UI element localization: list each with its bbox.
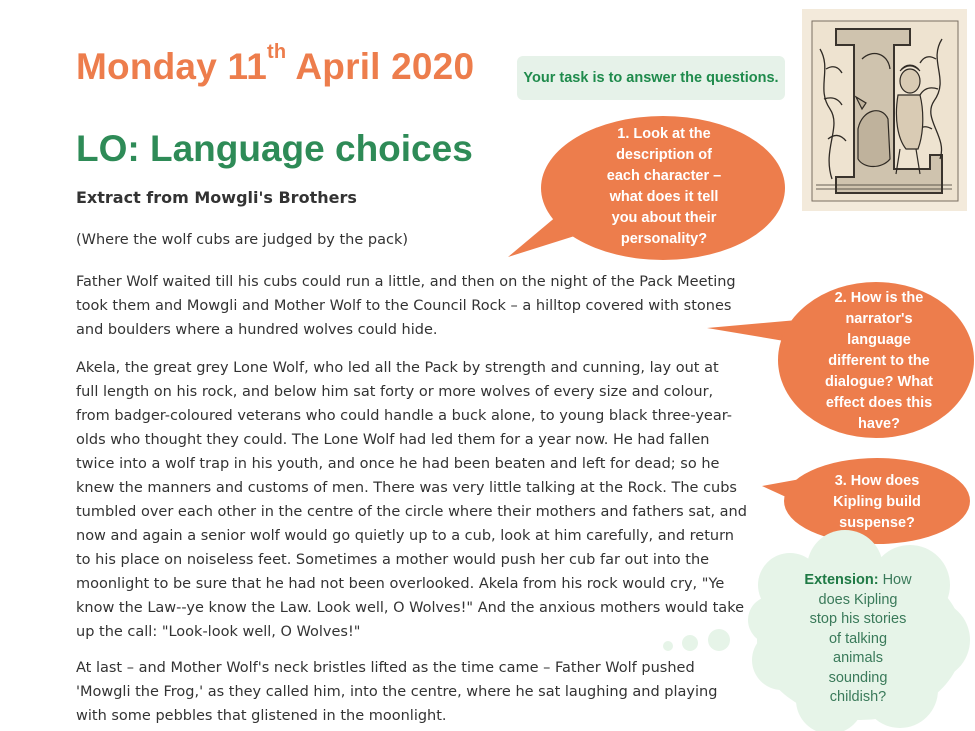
bubble-line: 3. How does — [834, 473, 920, 489]
bubble-line: different to the — [828, 353, 930, 369]
task-box — [517, 56, 785, 100]
bubble-line: description of — [616, 147, 712, 163]
learning-objective: LO: Language choices — [76, 128, 473, 169]
text-line: now and again a senior wolf would go quietly up to a cub, look at him carefully, and return — [76, 528, 734, 544]
text-line: took them and Mowgli and Mother Wolf to the Council Rock – a hilltop covered with stones — [76, 298, 732, 314]
text-line: up the call: "Look-look well, O Wolves!" — [76, 624, 361, 640]
question-1-text — [566, 124, 762, 250]
question-3-text — [802, 471, 952, 534]
bubble-line: what does it tell — [609, 189, 719, 205]
text-line: twice into a wolf trap in his youth, and once he had been beaten and left for dead; so he — [76, 456, 720, 472]
text-line: from badger-coloured veterans who could handle a buck alone, to young black three-year- — [76, 408, 732, 424]
jungle-book-plate-icon — [802, 9, 967, 211]
text-line: Akela, the great grey Lone Wolf, who led all the Pack by strength and cunning, lay out at — [76, 360, 719, 376]
paragraph-3 — [76, 656, 776, 728]
extension-label: Extension: — [804, 572, 879, 588]
text-line: Father Wolf waited till his cubs could run a little, and then on the night of the Pack Meeting — [76, 274, 736, 290]
page-title: Monday 11th April 2020 — [76, 41, 475, 87]
bubble-line: suspense? — [839, 515, 915, 531]
text-line: full length on his rock, and below him sat forty or more wolves of every size and colour, — [76, 384, 714, 400]
text-line: to his place on noiseless feet. Sometimes a mother would push her cub far out into the — [76, 552, 710, 568]
bubble-line: stop his stories — [809, 611, 907, 627]
bubble-line — [785, 571, 931, 591]
question-2-text — [806, 288, 952, 435]
extract-heading: Extract from Mowgli's Brothers — [76, 188, 357, 207]
bubble-line: each character – — [606, 168, 722, 184]
bubble-line: language — [847, 332, 911, 348]
text-line: with some pebbles that glistened in the moonlight. — [76, 708, 447, 724]
bubble-line: 2. How is the — [834, 290, 924, 306]
extension-text — [785, 571, 931, 708]
text-line: At last – and Mother Wolf's neck bristles lifted as the time came – Father Wolf pushed — [76, 660, 695, 676]
bubble-line: sounding — [828, 669, 888, 686]
bubble-line: 1. Look at the — [617, 126, 711, 142]
bubble-line: of talking — [828, 630, 888, 647]
bubble-line: Kipling build — [833, 494, 921, 510]
paragraph-2 — [76, 356, 776, 644]
bubble-line: dialogue? What — [825, 374, 933, 390]
bubble-line: have? — [858, 416, 900, 432]
text-line: and boulders where a hundred wolves could hide. — [76, 322, 438, 338]
bubble-line: narrator's — [845, 311, 913, 327]
bubble-line: effect does this — [825, 395, 933, 411]
task-text: Your task is to answer the questions. — [523, 69, 779, 86]
bubble-line: does Kipling — [818, 591, 898, 608]
text-line: 'Mowgli the Frog,' as they called him, into the centre, where he sat laughing and playing — [76, 684, 718, 700]
extension-first-word: How — [882, 572, 912, 588]
bubble-line: childish? — [829, 689, 887, 705]
bubble-line: you about their — [611, 210, 717, 226]
text-line: moonlight to be sure that he had not been overlooked. Akela from his rock would cry, "Ye — [76, 576, 725, 592]
paragraph-1 — [76, 270, 776, 342]
bubble-line: personality? — [620, 231, 708, 247]
text-line: tumbled over each other in the centre of the circle where their mothers and fathers sat, and — [76, 504, 747, 520]
bubble-line: animals — [833, 650, 883, 666]
text-line: olds who thought they could. The Lone Wolf had led them for a year now. He had fallen — [76, 432, 710, 448]
text-line: know the Law--ye know the Law. Look well, O Wolves!" And the anxious mothers would take — [76, 600, 744, 616]
extract-subheading: (Where the wolf cubs are judged by the pack) — [76, 232, 409, 248]
text-line: knew the manners and customs of men. There was very little talking at the Rock. The cubs — [76, 480, 737, 496]
